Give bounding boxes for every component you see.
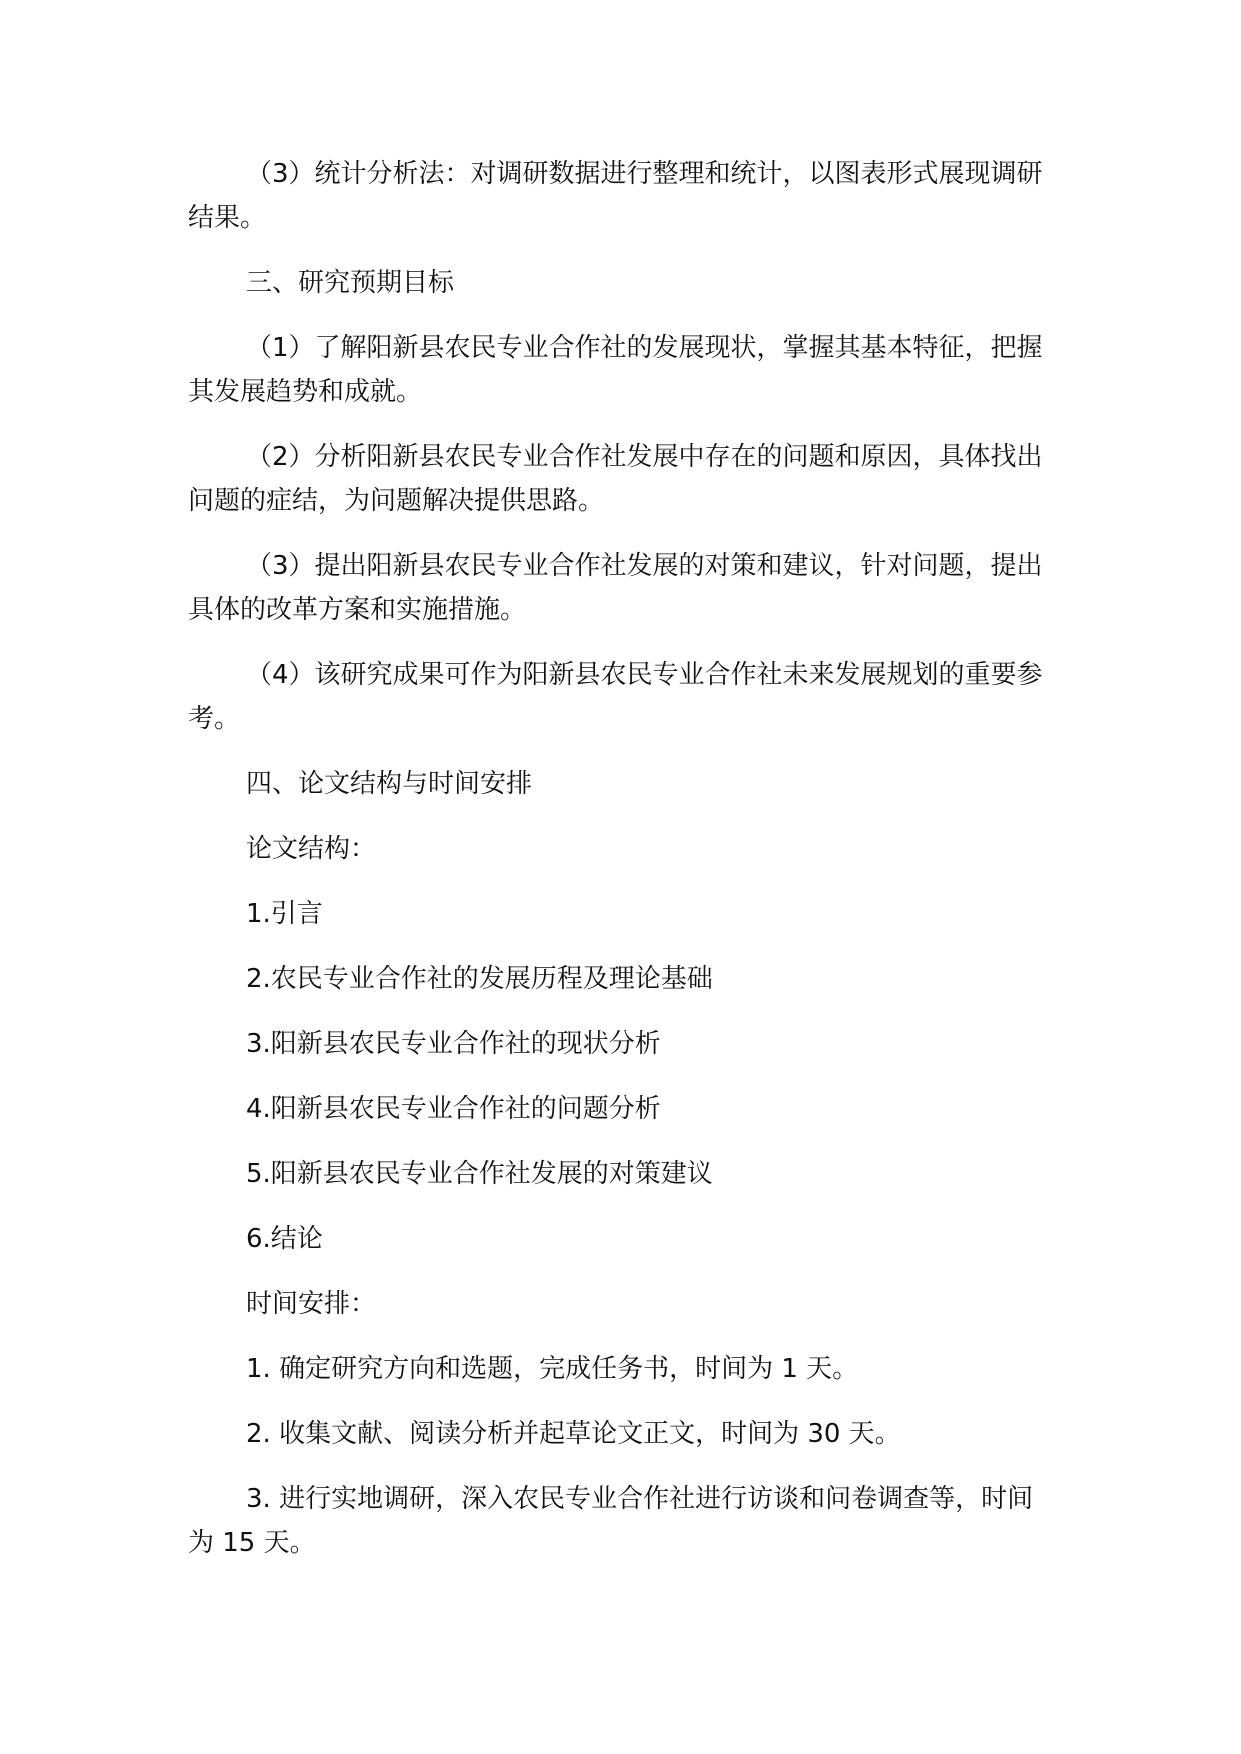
- paragraph-goal-3: （3）提出阳新县农民专业合作社发展的对策和建议，针对问题，提出具体的改革方案和实施措施。: [188, 551, 1043, 625]
- schedule-item-3: 3. 进行实地调研，深入农民专业合作社进行访谈和问卷调查等，时间为 15 天。: [188, 1484, 1034, 1558]
- structure-item-1: 1.引言: [246, 899, 323, 929]
- paragraph-goal-1: （1）了解阳新县农民专业合作社的发展现状，掌握其基本特征，把握其发展趋势和成就。: [188, 333, 1043, 407]
- paragraph-goal-2: （2）分析阳新县农民专业合作社发展中存在的问题和原因，具体找出问题的症结，为问题解决提供思路。: [188, 442, 1043, 516]
- label-thesis-structure: 论文结构：: [246, 834, 377, 864]
- document-body: [188, 152, 1048, 1586]
- schedule-item-1: 1. 确定研究方向和选题，完成任务书，时间为 1 天。: [246, 1354, 859, 1384]
- structure-item-5: 5.阳新县农民专业合作社发展的对策建议: [246, 1159, 713, 1189]
- heading-expected-goals: 三、研究预期目标: [246, 268, 455, 298]
- paragraph-goal-4: （4）该研究成果可作为阳新县农民专业合作社未来发展规划的重要参考。: [188, 660, 1043, 734]
- label-time-schedule: 时间安排：: [246, 1289, 377, 1319]
- structure-item-6: 6.结论: [246, 1224, 323, 1254]
- paragraph-method-statistics: （3）统计分析法：对调研数据进行整理和统计，以图表形式展现调研结果。: [188, 159, 1043, 233]
- schedule-item-2: 2. 收集文献、阅读分析并起草论文正文，时间为 30 天。: [246, 1419, 901, 1449]
- heading-structure-schedule: 四、论文结构与时间安排: [246, 769, 533, 799]
- structure-item-3: 3.阳新县农民专业合作社的现状分析: [246, 1029, 661, 1059]
- structure-item-4: 4.阳新县农民专业合作社的问题分析: [246, 1094, 661, 1124]
- structure-item-2: 2.农民专业合作社的发展历程及理论基础: [246, 964, 713, 994]
